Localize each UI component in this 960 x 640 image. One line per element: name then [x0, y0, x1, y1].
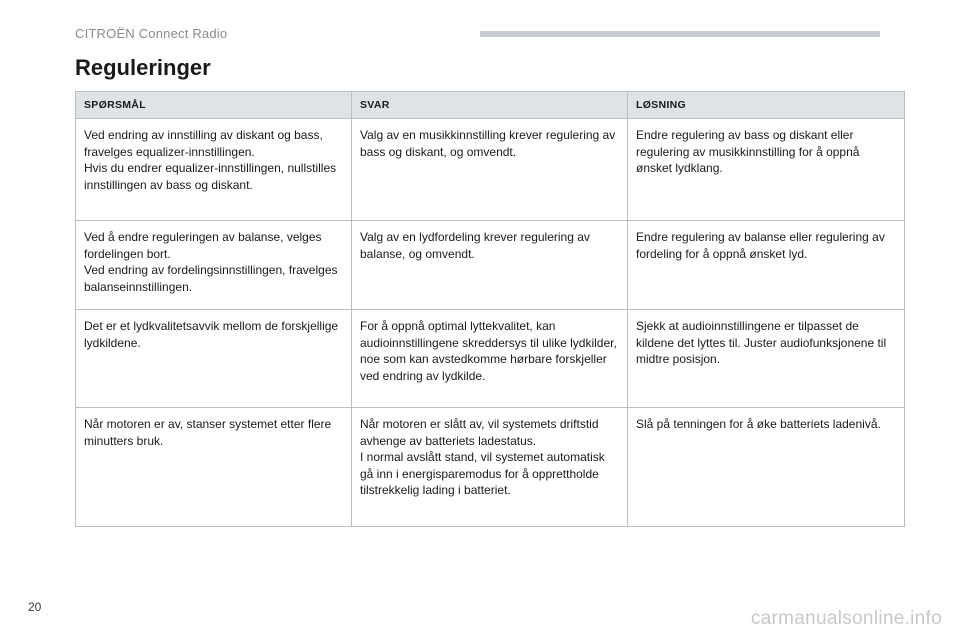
- question-cell: Ved å endre reguleringen av balanse, velges fordelingen bort. Ved endring av fordelingsinnstillingen, fravelges balanseinnstillingen.: [76, 221, 352, 310]
- column-header-solution: LØSNING: [628, 92, 905, 119]
- answer-cell: Når motoren er slått av, vil systemets driftstid avhenge av batteriets ladestatus. I normal avslått stand, vil systemet automatisk gå inn i energisparemodus for å opprettholde tilstrekkelig lading i batteriet.: [352, 408, 628, 527]
- troubleshooting-table: [75, 91, 905, 527]
- table-row: [76, 408, 905, 527]
- header-bar: [480, 31, 880, 37]
- question-cell: Det er et lydkvalitetsavvik mellom de forskjellige lydkildene.: [76, 310, 352, 408]
- column-header-answer: SVAR: [352, 92, 628, 119]
- solution-cell: Slå på tenningen for å øke batteriets ladenivå.: [628, 408, 905, 527]
- table-row: [76, 310, 905, 408]
- solution-cell: Sjekk at audioinnstillingene er tilpasset de kildene det lyttes til. Juster audiofunksjonene til midtre posisjon.: [628, 310, 905, 408]
- column-header-question: SPØRSMÅL: [76, 92, 352, 119]
- page-number: 20: [28, 600, 42, 614]
- solution-cell: Endre regulering av balanse eller regulering av fordeling for å oppnå ønsket lyd.: [628, 221, 905, 310]
- table-row: [76, 221, 905, 310]
- answer-cell: Valg av en musikkinnstilling krever regulering av bass og diskant, og omvendt.: [352, 119, 628, 221]
- answer-cell: Valg av en lydfordeling krever regulering av balanse, og omvendt.: [352, 221, 628, 310]
- table-row: [76, 119, 905, 221]
- brand-title: CITROËN Connect Radio: [75, 26, 228, 41]
- question-cell: Ved endring av innstilling av diskant og bass, fravelges equalizer-innstillingen. Hvis du endrer equalizer-innstillingen, nullstilles innstillingen av bass og diskant.: [76, 119, 352, 221]
- section-title: Reguleringer: [75, 55, 211, 80]
- answer-cell: For å oppnå optimal lyttekvalitet, kan audioinnstillingene skreddersys til ulike lydkilder, noe som kan avstedkomme hørbare forskjeller ved endring av lydkilde.: [352, 310, 628, 408]
- question-cell: Når motoren er av, stanser systemet etter flere minutters bruk.: [76, 408, 352, 527]
- table-header-row: [76, 92, 905, 119]
- solution-cell: Endre regulering av bass og diskant eller regulering av musikkinnstilling for å oppnå ønsket lydklang.: [628, 119, 905, 221]
- watermark-link[interactable]: carmanualsonline.info: [750, 608, 942, 629]
